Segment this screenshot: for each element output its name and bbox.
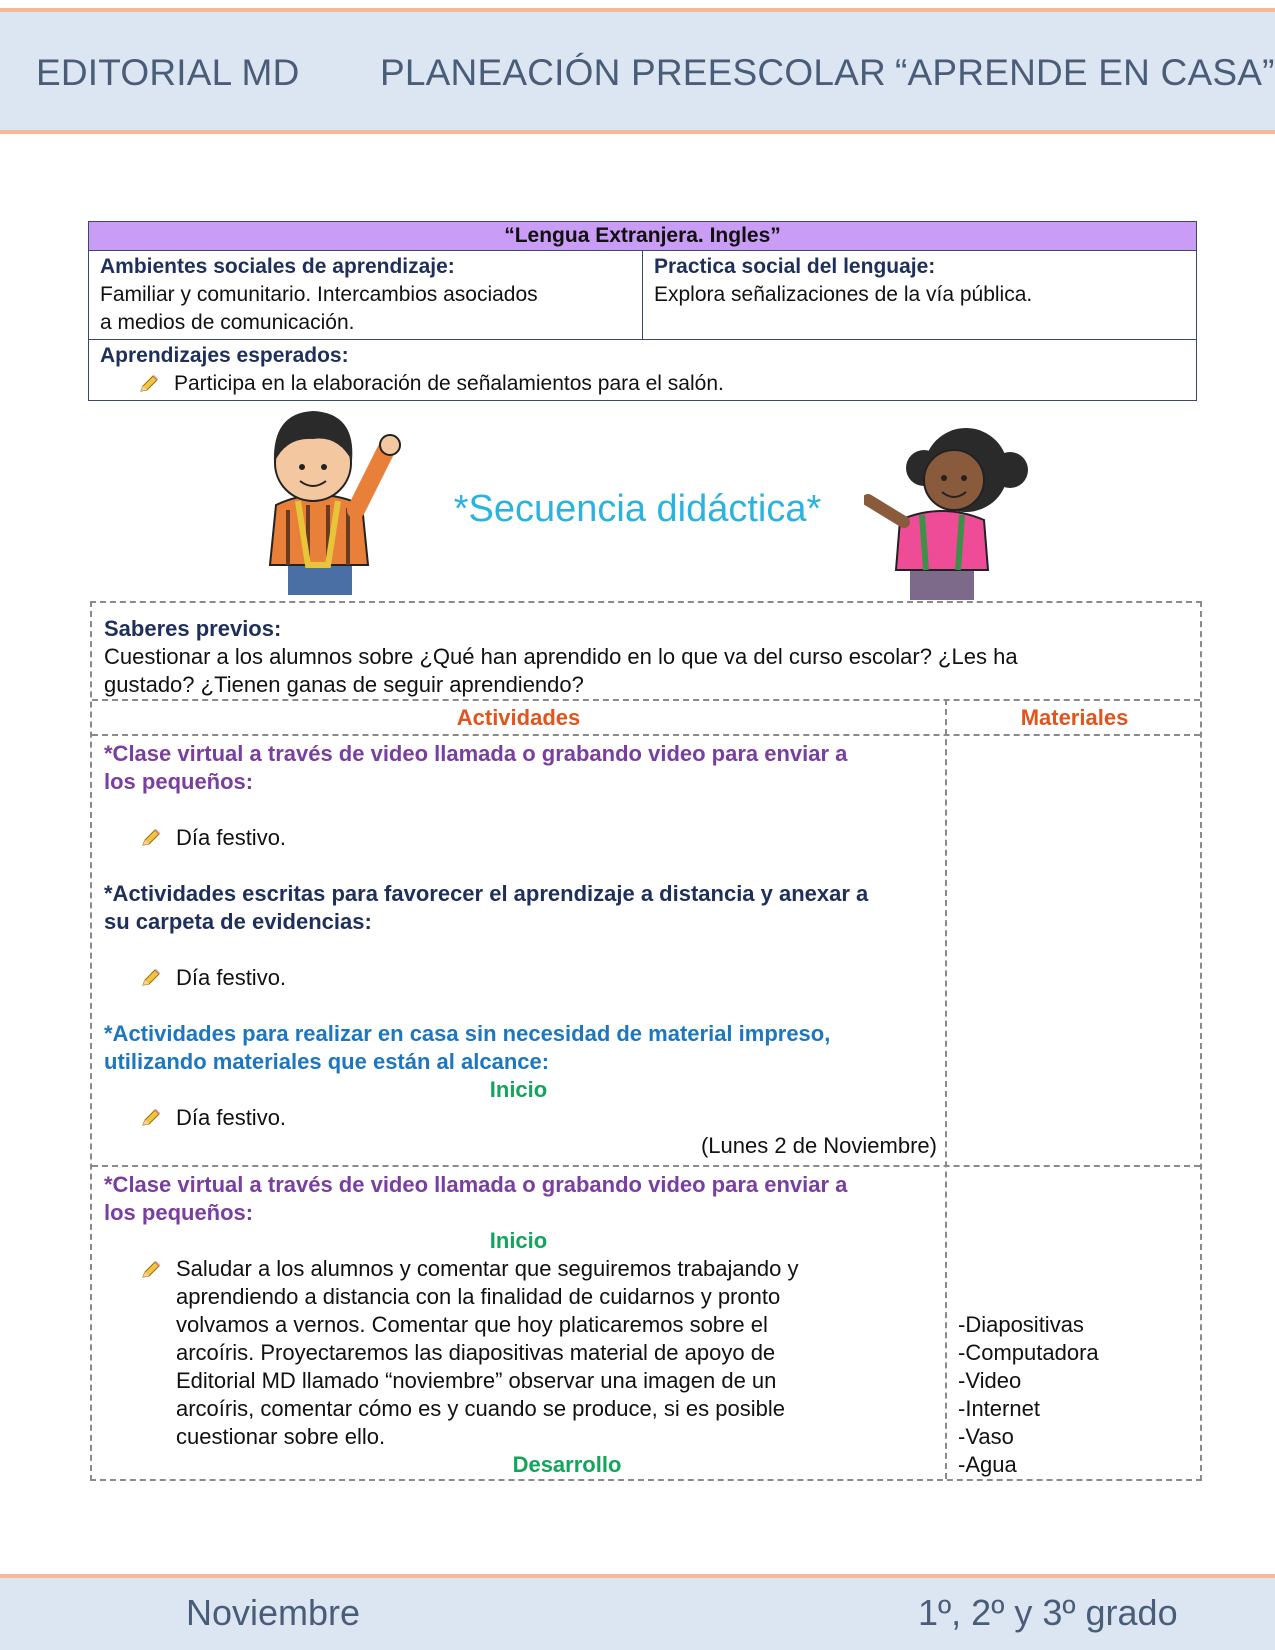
sequence-title: *Secuencia didáctica*	[453, 488, 822, 530]
day1-home-line-2: utilizando materiales que están al alcance:	[104, 1049, 550, 1074]
pencil-icon	[140, 1108, 162, 1128]
material-item: -Agua	[958, 1452, 1017, 1477]
day1-inicio-heading: Inicio	[489, 1077, 548, 1102]
aprendizajes-item	[100, 370, 1185, 398]
pencil-icon	[140, 968, 162, 988]
day2-paragraph-line: arcoíris. Proyectaremos las diapositivas material de apoyo de	[176, 1340, 776, 1365]
subject-title: “Lengua Extranjera. Ingles”	[89, 222, 1196, 251]
header-program: “APRENDE EN CASA”	[895, 52, 1275, 93]
day1-virtual-line-2: los pequeños:	[104, 769, 254, 794]
day2-paragraph-line: cuestionar sobre ello.	[176, 1424, 386, 1449]
day1-written-line-1: *Actividades escritas para favorecer el aprendizaje a distancia y anexar a	[104, 881, 869, 906]
day1-item-c	[140, 1104, 286, 1132]
aprendizajes-label: Aprendizajes esperados:	[100, 344, 349, 367]
saberes-line-1: Cuestionar a los alumnos sobre ¿Qué han aprendido en lo que va del curso escolar? ¿Les ha	[104, 644, 1018, 669]
day2-paragraph-line: Saludar a los alumnos y comentar que seguiremos trabajando y	[176, 1256, 799, 1281]
day2-inicio-heading: Inicio	[489, 1228, 548, 1253]
footer-grades: 1º, 2º y 3º grado	[918, 1592, 1178, 1633]
day2-paragraph-line: volvamos a vernos. Comentar que hoy platicaremos sobre el	[176, 1312, 768, 1337]
day2-paragraph-line: arcoíris, comentar cómo es y cuando se produce, si es posible	[176, 1396, 785, 1421]
ambientes-text-2: a medios de comunicación.	[100, 311, 355, 334]
day2-desarrollo-heading: Desarrollo	[512, 1452, 622, 1477]
saberes-label: Saberes previos:	[104, 616, 282, 641]
material-item: -Diapositivas	[958, 1312, 1084, 1337]
practica-text: Explora señalizaciones de la vía pública.	[654, 283, 1033, 306]
ambientes-text-1: Familiar y comunitario. Intercambios asociados	[100, 283, 538, 306]
header-title: PLANEACIÓN PREESCOLAR	[380, 52, 886, 93]
page-footer	[0, 1574, 1275, 1650]
day1-written-line-2: su carpeta de evidencias:	[104, 909, 372, 934]
material-item: -Internet	[958, 1396, 1040, 1421]
material-item: -Vaso	[958, 1424, 1014, 1449]
aprendizajes-text: Participa en la elaboración de señalamientos para el salón.	[174, 372, 724, 395]
objectives-table	[88, 221, 1197, 401]
divider	[92, 734, 1200, 736]
day1-item-b	[140, 964, 286, 992]
page-header	[0, 8, 1275, 134]
practica-cell	[643, 251, 1196, 339]
day1-item-a-text: Día festivo.	[176, 825, 287, 850]
material-item: -Video	[958, 1368, 1022, 1393]
day1-item-c-text: Día festivo.	[176, 1105, 287, 1130]
divider	[92, 699, 1200, 701]
day1-date: (Lunes 2 de Noviembre)	[700, 1133, 937, 1158]
day1-item-b-text: Día festivo.	[176, 965, 287, 990]
ambientes-cell	[89, 251, 643, 339]
aprendizajes-cell	[89, 340, 1196, 400]
day1-item-a	[140, 824, 286, 852]
activities-header: Actividades	[456, 705, 581, 730]
day2-virtual-line-2: los pequeños:	[104, 1200, 254, 1225]
day1-home-line-1: *Actividades para realizar en casa sin necesidad de material impreso,	[104, 1021, 831, 1046]
practica-label: Practica social del lenguaje:	[654, 255, 936, 278]
day2-virtual-line-1: *Clase virtual a través de video llamada o grabando video para enviar a	[104, 1172, 848, 1197]
material-item: -Computadora	[958, 1340, 1099, 1365]
objectives-row	[89, 251, 1196, 340]
header-publisher: EDITORIAL MD	[36, 52, 300, 93]
materials-header: Materiales	[1020, 705, 1129, 730]
day1-virtual-line-1: *Clase virtual a través de video llamada o grabando video para enviar a	[104, 741, 848, 766]
divider	[92, 1165, 1200, 1167]
ambientes-label: Ambientes sociales de aprendizaje:	[100, 255, 455, 278]
saberes-line-2: gustado? ¿Tienen ganas de seguir aprendiendo?	[104, 672, 584, 697]
column-divider	[945, 699, 947, 1479]
sequence-table	[90, 601, 1202, 1481]
pencil-icon	[140, 1260, 162, 1280]
day2-paragraph-line: Editorial MD llamado “noviembre” observar una imagen de un	[176, 1368, 777, 1393]
day2-paragraph-line: aprendiendo a distancia con la finalidad de cuidarnos y pronto	[176, 1284, 781, 1309]
pencil-icon	[140, 828, 162, 848]
footer-month: Noviembre	[186, 1592, 361, 1633]
pencil-icon	[138, 374, 160, 394]
